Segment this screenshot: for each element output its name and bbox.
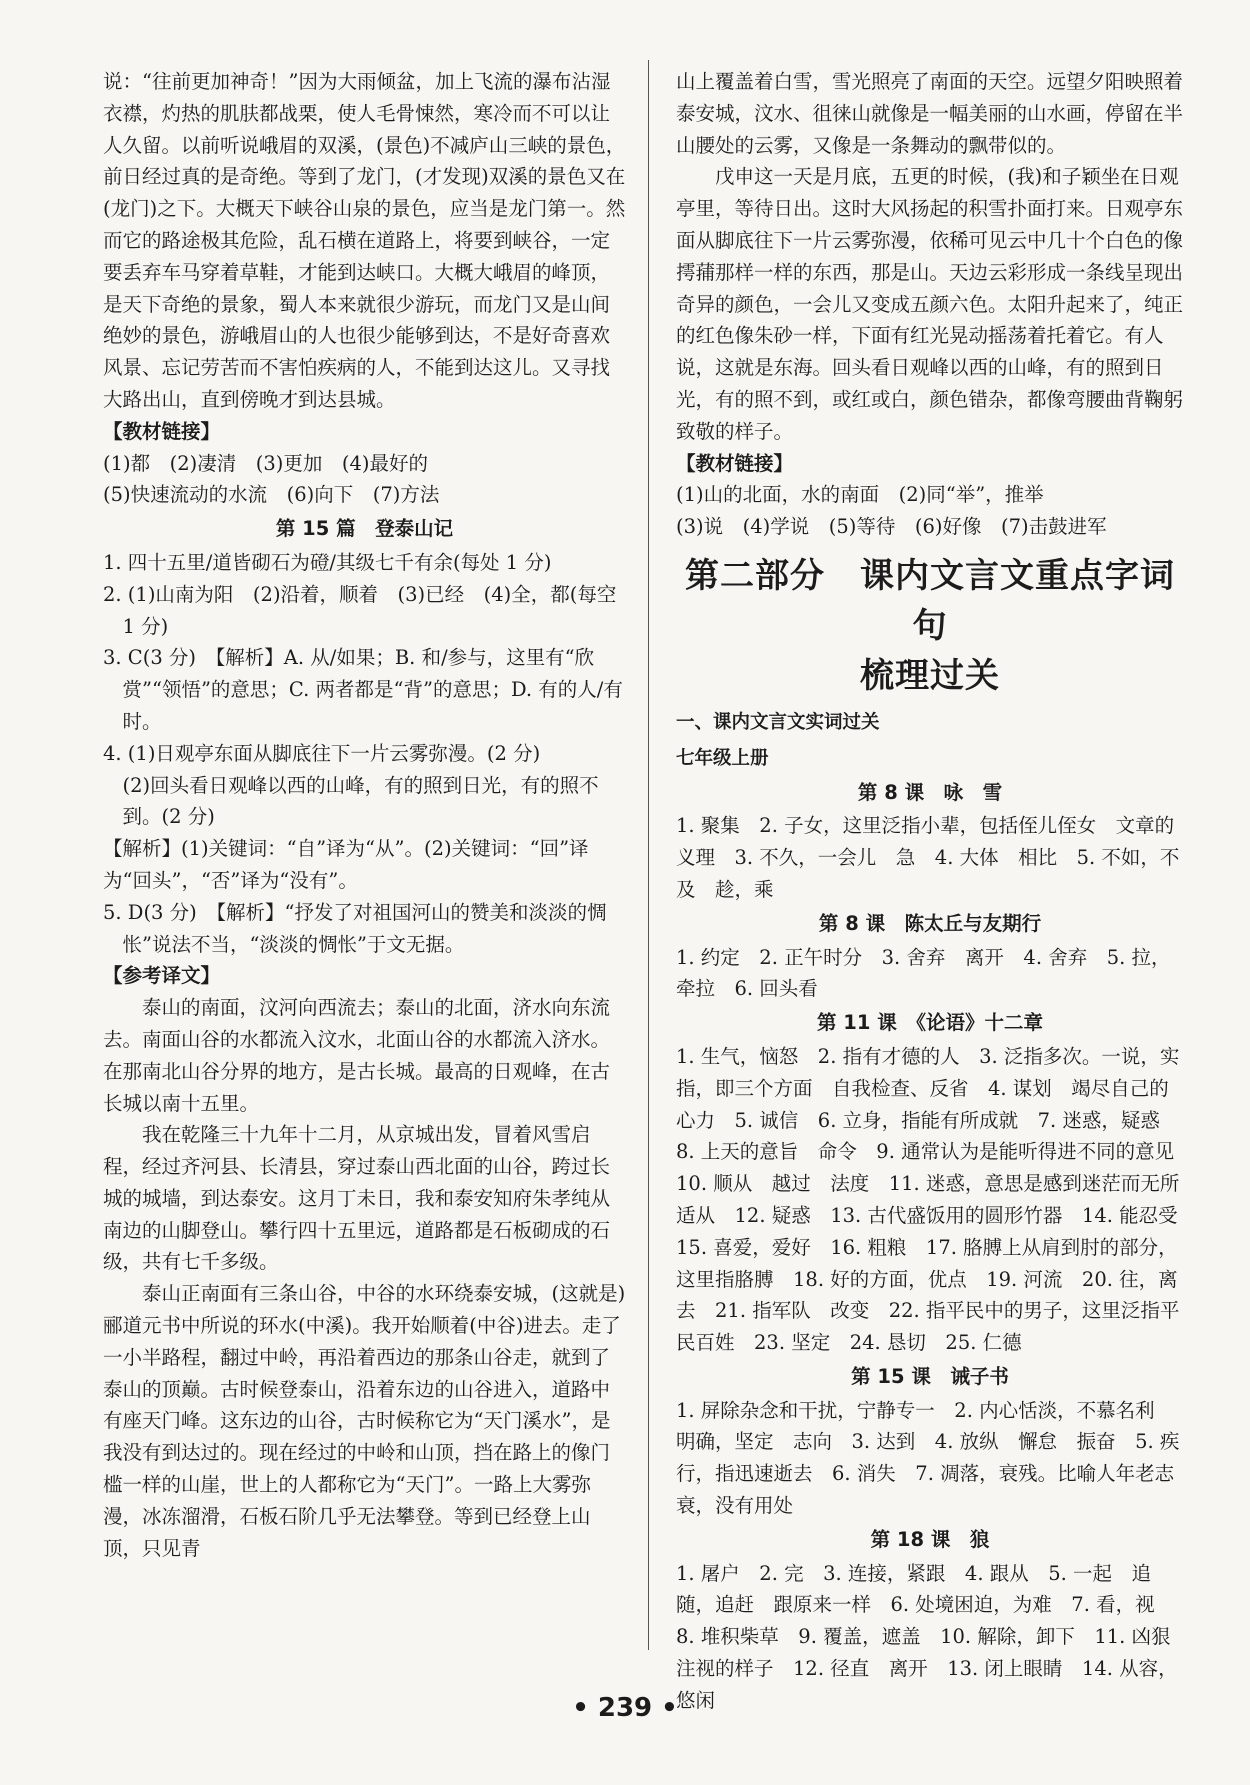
- translation-paragraph: 说：“往前更加神奇！”因为大雨倾盆，加上飞流的瀑布沾湿衣襟，灼热的肌肤都战栗，使人毛骨悚然，寒冷而不可以让人久留。以前听说峨眉的双溪，(景色)不减庐山三峡的景色，前日经过真的是奇绝。等到了龙门，(才发现)双溪的景色又在(龙门)之下。大概天下峡谷山泉的景色，应当是龙门第一。然而它的路途极其危险，乱石横在道路上，将要到峡谷，一定要丢弃车马穿着草鞋，才能到达峡口。大概大峨眉的峰顶，是天下奇绝的景象，蜀人本来就很少游玩，而龙门又是山间绝妙的景色，游峨眉山的人也很少能够到达，不是好奇喜欢风景、忘记劳苦而不害怕疾病的人，不能到达这儿。又寻找大路出山，直到傍晚才到达县城。: [103, 70, 626, 411]
- lesson-answers: 1. 屠户 2. 完 3. 连接，紧跟 4. 跟从 5. 一起 追随，追赶 跟原来一样 6. 处境困迫，为难 7. 看，视 8. 堆积柴草 9. 覆盖，遮盖 10. 解除，卸下 11. 凶狠注视的样子 12. 径直 离开 13. 闭上眼睛 14. 从容，悠闲: [676, 1561, 1178, 1712]
- translation-paragraph: 泰山正南面有三条山谷，中谷的水环绕泰安城，(这就是)郦道元书中所说的环水(中溪)。我开始顺着(中谷)进去。走了一小半路程，翻过中岭，再沿着西边的那条山谷走，就到了泰山的顶巅。古时候登泰山，沿着东边的山谷进入，道路中有座天门峰。这东边的山谷，古时候称它为“天门溪水”，是我没有到达过的。现在经过的中岭和山顶，挡在路上的像门槛一样的山崖，世上的人都称它为“天门”。一路上大雾弥漫，冰冻溜滑，石板石阶几乎无法攀登。等到已经登上山顶，只见青: [103, 1282, 626, 1560]
- lesson-title: 第 8 课 陈太丘与友期行: [818, 911, 1042, 935]
- part-title-line: 梳理过关: [860, 655, 1000, 696]
- section-tag: 【参考译文】: [103, 964, 221, 988]
- textbook-link-line: (3)说 (4)学说 (5)等待 (6)好像 (7)击鼓进军: [676, 515, 1107, 539]
- lesson-answers: 1. 屏除杂念和干扰，宁静专一 2. 内心恬淡，不慕名利 明确，坚定 志向 3. 达到 4. 放纵 懈怠 振奋 5. 疾行，指迅速逝去 6. 消失 7. 凋落，衰残。比喻人年老志衰，没有用处: [676, 1398, 1180, 1518]
- analysis-text: 【解析】(1)关键词：“自”译为“从”。(2)关键词：“回”译为“回头”，“否”译为“没有”。: [103, 837, 589, 892]
- section-tag: 【教材链接】: [676, 451, 794, 475]
- answer-item: 1. 四十五里/道皆砌石为磴/其级七千有余(每处 1 分): [103, 550, 552, 574]
- part-title: [676, 551, 1184, 701]
- translation-paragraph: 山上覆盖着白雪，雪光照亮了南面的天空。远望夕阳映照着泰安城，汶水、徂徕山就像是一幅美丽的山水画，停留在半山腰处的云雾，又像是一条舞动的飘带似的。: [676, 70, 1184, 157]
- answer-item: (2)回头看日观峰以西的山峰，有的照到日光，有的照不到。(2 分): [122, 773, 599, 829]
- right-column: [676, 66, 1198, 1717]
- answer-item: 3. C(3 分) 【解析】A. 从/如果；B. 和/参与，这里有“欣赏”“领悟”的意思；C. 两者都是“背”的意思；D. 有的人/有时。: [103, 646, 623, 733]
- section-title: 第 15 篇 登泰山记: [275, 517, 454, 541]
- subsection-heading: 一、课内文言文实词过关: [676, 711, 880, 733]
- page-number: • 239 •: [572, 1693, 678, 1723]
- answer-item: 2. (1)山南为阳 (2)沿着，顺着 (3)已经 (4)全，都(每空 1 分): [103, 582, 617, 638]
- section-tag: 【教材链接】: [103, 419, 221, 443]
- textbook-link-line: (1)山的北面，水的南面 (2)同“举”，推举: [676, 483, 1044, 507]
- lesson-title: 第 18 课 狼: [870, 1527, 990, 1551]
- column-divider: [648, 60, 649, 1650]
- lesson-answers: 1. 聚集 2. 子女，这里泛指小辈，包括侄儿侄女 文章的义理 3. 不久，一会儿 急 4. 大体 相比 5. 不如，不及 趁，乘: [676, 814, 1180, 901]
- translation-paragraph: 戊申这一天是月底，五更的时候，(我)和子颖坐在日观亭里，等待日出。这时大风扬起的积雪扑面打来。日观亭东面从脚底往下一片云雾弥漫，依稀可见云中几十个白色的像摴蒱那样一样的东西，那是山。天边云彩形成一条线呈现出奇异的颜色，一会儿又变成五颜六色。太阳升起来了，纯正的红色像朱砂一样，下面有红光晃动摇荡着托着它。有人说，这就是东海。回头看日观峰以西的山峰，有的照到日光，有的照不到，或红或白，颜色错杂，都像弯腰曲背鞠躬致敬的样子。: [676, 165, 1184, 443]
- answer-item: 5. D(3 分) 【解析】“抒发了对祖国河山的赞美和淡淡的惆怅”说法不当，“淡淡的惆怅”于文无据。: [103, 900, 607, 956]
- answer-item: 4. (1)日观亭东面从脚底往下一片云雾弥漫。(2 分): [103, 741, 541, 765]
- grade-heading: 七年级上册: [676, 747, 769, 769]
- lesson-title: 第 11 课 《论语》十二章: [817, 1011, 1043, 1035]
- lesson-answers: 1. 约定 2. 正午时分 3. 舍弃 离开 4. 舍弃 5. 拉，牵拉 6. 回头看: [676, 945, 1171, 1001]
- translation-paragraph: 泰山的南面，汶河向西流去；泰山的北面，济水向东流去。南面山谷的水都流入汶水，北面山谷的水都流入济水。在那南北山谷分界的地方，是古长城。最高的日观峰，在古长城以南十五里。: [103, 996, 611, 1115]
- textbook-link-line: (5)快速流动的水流 (6)向下 (7)方法: [103, 483, 440, 507]
- lesson-title: 第 15 课 诫子书: [851, 1364, 1009, 1388]
- part-title-line: 第二部分 课内文言文重点字词句: [685, 555, 1175, 646]
- translation-paragraph: 我在乾隆三十九年十二月，从京城出发，冒着风雪启程，经过齐河县、长清县，穿过泰山西北面的山谷，跨过长城的城墙，到达泰安。这月丁未日，我和泰安知府朱孝纯从南边的山脚登山。攀行四十五里远，道路都是石板砌成的石级，共有七千多级。: [103, 1123, 611, 1274]
- textbook-link-line: (1)都 (2)凄清 (3)更加 (4)最好的: [103, 451, 428, 475]
- lesson-answers: 1. 生气，恼怒 2. 指有才德的人 3. 泛指多次。一说，实指，即三个方面 自我检查、反省 4. 谋划 竭尽自己的心力 5. 诚信 6. 立身，指能有所成就 7. 迷惑，疑惑 8. 上天的意旨 命令 9. 通常认为是能听得进不同的意见 10. 顺从 越过 法度 11. 迷惑，意思是感到迷茫而无所适从 12. 疑惑 13. 古代盛饭用的圆形竹器 14. 能忍受 15. 喜爱，爱好 16. 粗粮 17. 胳膊上从肩到肘的部分，这里指胳膊 18. 好的方面，优点 19. 河流 20. 往，离去 21. 指军队 改变 22. 指平民中的男子，这里泛指平民百姓 23. 坚定 24. 恳切 25. 仁德: [676, 1044, 1198, 1355]
- left-column: [103, 66, 626, 1564]
- lesson-title: 第 8 课 咏 雪: [857, 780, 1003, 804]
